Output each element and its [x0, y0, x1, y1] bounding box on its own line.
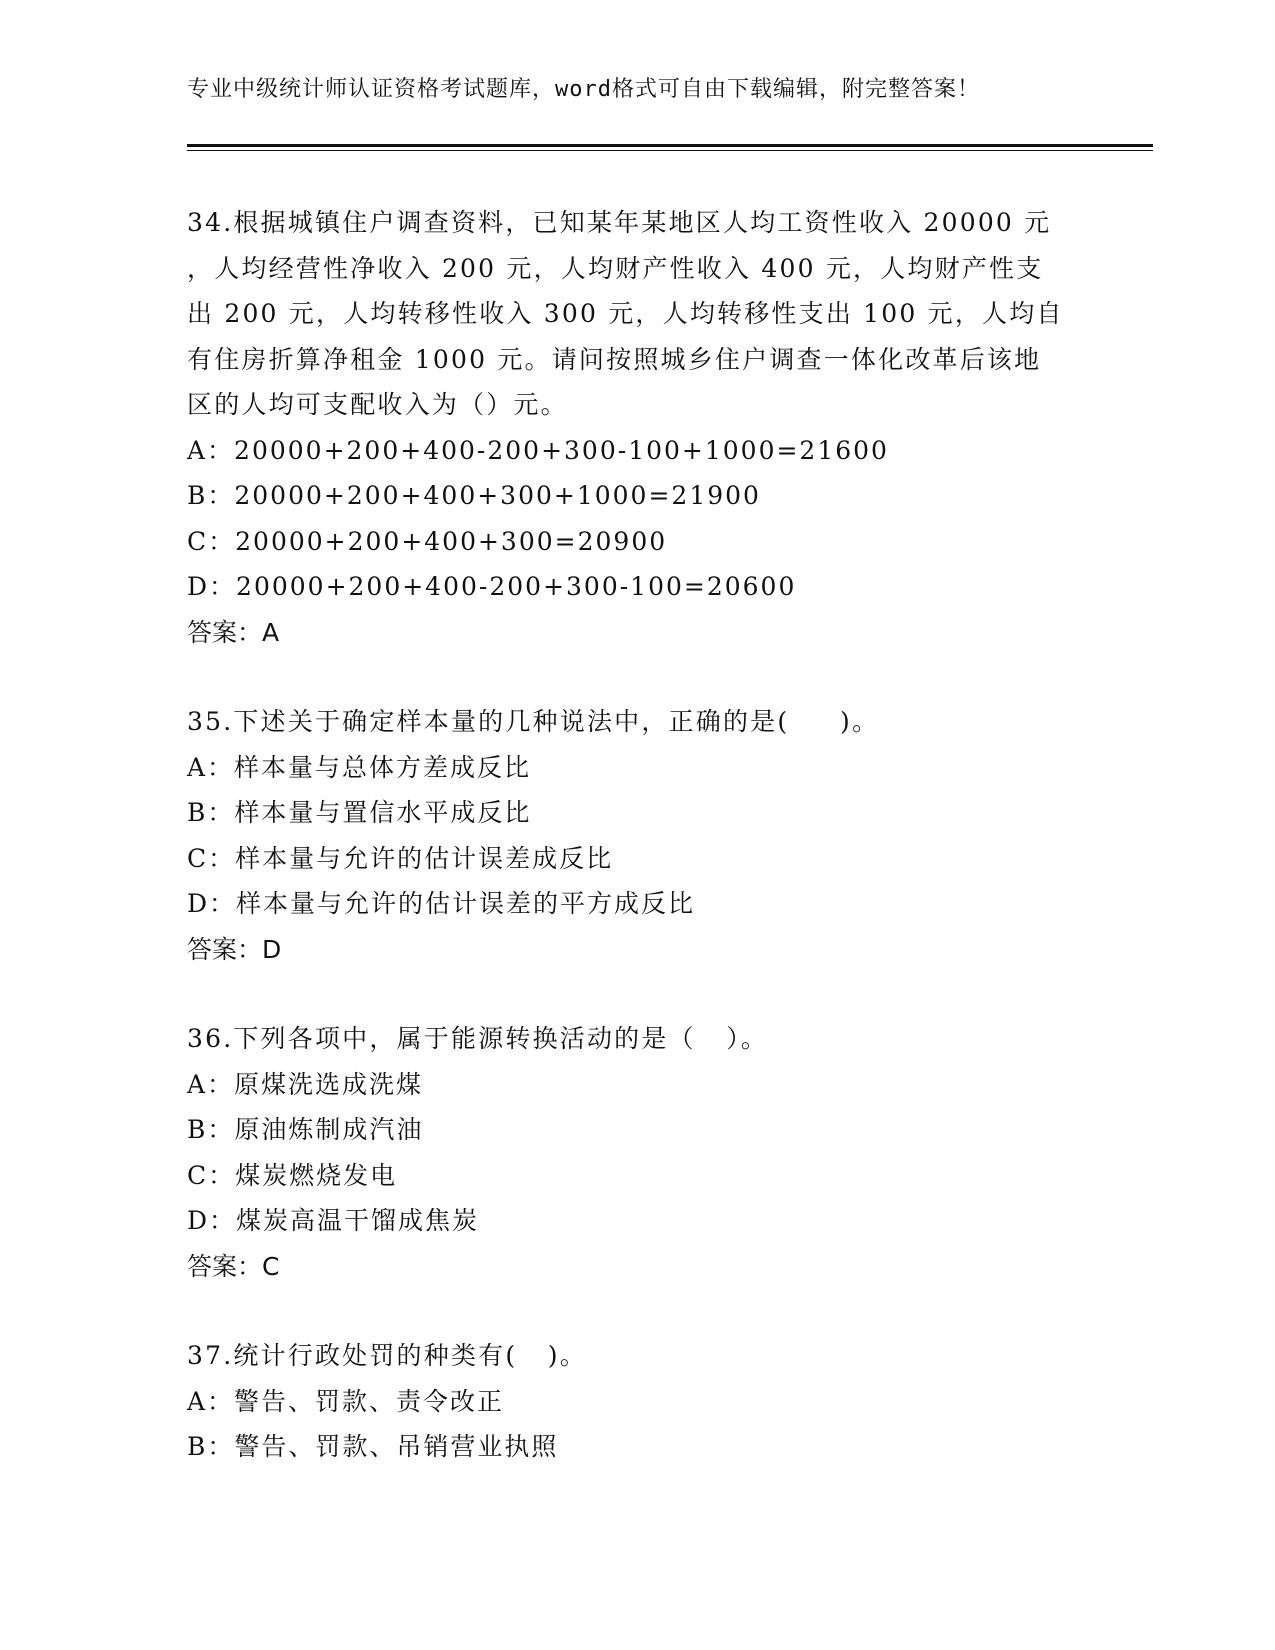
header-rule-thick [187, 144, 1153, 147]
stem-line: 区的人均可支配收入为（）元。 [187, 390, 568, 419]
question-stem [187, 1016, 1087, 1062]
option-a: A：样本量与总体方差成反比 [187, 752, 532, 782]
answer-label: 答案：C [187, 1251, 280, 1281]
option-b: B：样本量与置信水平成反比 [187, 798, 532, 827]
question-34 [187, 200, 1087, 655]
question-stem [187, 1333, 1087, 1379]
question-stem [187, 699, 1087, 745]
answer-label: 答案：A [187, 617, 280, 647]
header-rule-thin [187, 150, 1153, 151]
option-d: D：煤炭高温干馏成焦炭 [187, 1206, 480, 1235]
option-c: C：样本量与允许的估计误差成反比 [187, 843, 614, 873]
option-a: A：警告、罚款、责令改正 [187, 1386, 505, 1416]
option-c: C：煤炭燃烧发电 [187, 1160, 398, 1190]
option-a: A：原煤洗选成洗煤 [187, 1069, 424, 1099]
stem-line: 37.统计行政处罚的种类有( )。 [187, 1341, 587, 1370]
question-stem [187, 200, 1087, 428]
answer-label: 答案：D [187, 934, 282, 964]
page-header: 专业中级统计师认证资格考试题库，word格式可自由下载编辑，附完整答案！ [187, 77, 980, 102]
stem-line: 有住房折算净租金 1000 元。请问按照城乡住户调查一体化改革后该地 [187, 344, 1042, 374]
option-d: D：样本量与允许的估计误差的平方成反比 [187, 889, 696, 918]
option-b: B：警告、罚款、吊销营业执照 [187, 1432, 559, 1461]
option-c: C：20000+200+400+300=20900 [187, 526, 668, 556]
question-35 [187, 699, 1087, 972]
stem-line: 出 200 元，人均转移性收入 300 元，人均转移性支出 100 元，人均自 [187, 299, 1064, 328]
question-36 [187, 1016, 1087, 1289]
question-list [187, 200, 1087, 1514]
option-d: D：20000+200+400-200+300-100=20600 [187, 572, 797, 601]
stem-line: 34.根据城镇住户调查资料，已知某年某地区人均工资性收入 20000 元 [187, 208, 1052, 237]
stem-line: 36.下列各项中，属于能源转换活动的是（ ）。 [187, 1024, 769, 1053]
stem-line: 35.下述关于确定样本量的几种说法中，正确的是( )。 [187, 707, 880, 736]
question-37 [187, 1333, 1087, 1470]
option-a: A：20000+200+400-200+300-100+1000=21600 [187, 435, 889, 465]
option-b: B：原油炼制成汽油 [187, 1115, 424, 1144]
option-b: B：20000+200+400+300+1000=21900 [187, 481, 761, 510]
stem-line: ，人均经营性净收入 200 元，人均财产性收入 400 元，人均财产性支 [187, 253, 1044, 283]
